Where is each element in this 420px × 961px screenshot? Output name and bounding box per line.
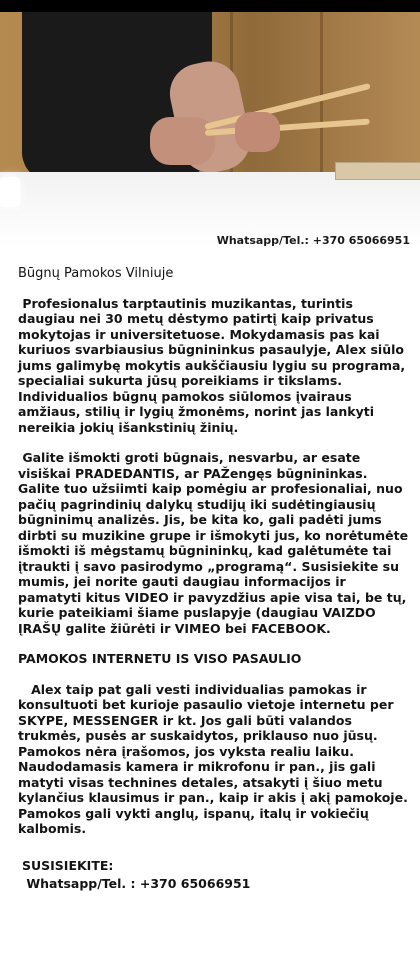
online-lessons-paragraph: Alex taip pat gali vesti individualias pamokas ir konsultuoti bet kurioje pasaulio vietoje internetu per SKYPE, MESSENGER ir kt. Jos gali būti valandos trukmės, pusės ar suskaidytos, priklauso nuo jūsų. Pamokos nėra įrašomos, jos vyksta realiu laiku. Naudodamasis kamera ir mikrofonu ir pan., jis gali matyti visas technines detales, atsakyti į šiuo metu kylančius klausimus ir pan., kaip ir akis į akį pamokoje. Pamokos gali vykti anglų, ispanų, italų ir vokiečių kalbomis. bbox=[18, 681, 413, 836]
contact-block bbox=[18, 857, 410, 893]
contact-label: SUSISIEKITE: bbox=[22, 857, 114, 873]
top-black-bar bbox=[0, 0, 420, 12]
intro-paragraph: Profesionalus tarptautinis muzikantas, turintis daugiau nei 30 metų dėstymo patirtį kaip privatus mokytojas ir universitetuose. Mokydamasis pas kai kuriuos svarbiausius būgnininkus pasaulyje, Alex siūlo jums galimybę mokytis aukščiausiu lygiu su programa, specialiai sukurta jūsų poreikiams ir tikslams. Individualios būgnų pamokos siūlomos įvairaus amžiaus, stilių ir lygių žmonėms, norint jas lankyti nereikia jokių išankstinių žinių. bbox=[18, 295, 410, 435]
article-body bbox=[18, 266, 413, 893]
learning-paragraph: Galite išmokti groti būgnais, nesvarbu, ar esate visiškai PRADEDANTIS, ar PAŽengęs būgnininkas. Galite tuo užsiimti kaip pomėgiu ar profesionaliai, nuo pačių pagrindinių dalykų studijų iki sudėtingiausių būgninimų analizės. Jis, be kita ko, gali padėti jums dirbti su muzikine grupe ir išmokyti jus, ko norėtumėte išmokti iš mėgstamų būgnininkų, kad galėtumėte tai įtraukti į savo pasirodymo „programą“. Susisiekite su mumis, jei norite gauti daugiau informacijos ir pamatyti kitus VIDEO ir pavyzdžius apie visa tai, be tų, kurie pateikiami šiame puslapyje (daugiau VAIZDO ĮRAŠŲ galite žiūrėti ir VIMEO bei FACEBOOK. bbox=[18, 450, 413, 636]
online-lessons-heading: PAMOKOS INTERNETU IS VISO PASAULIO bbox=[18, 651, 302, 666]
page-title: Būgnų Pamokos Vilniuje bbox=[18, 266, 174, 281]
practice-pad bbox=[335, 162, 420, 180]
drummer-right-hand bbox=[235, 112, 280, 152]
light-glare bbox=[0, 177, 20, 207]
photo-phone-caption: Whatsapp/Tel.: +370 65066951 bbox=[216, 234, 410, 246]
contact-phone[interactable]: Whatsapp/Tel. : +370 65066951 bbox=[22, 875, 251, 891]
drummer-photo bbox=[0, 12, 420, 246]
